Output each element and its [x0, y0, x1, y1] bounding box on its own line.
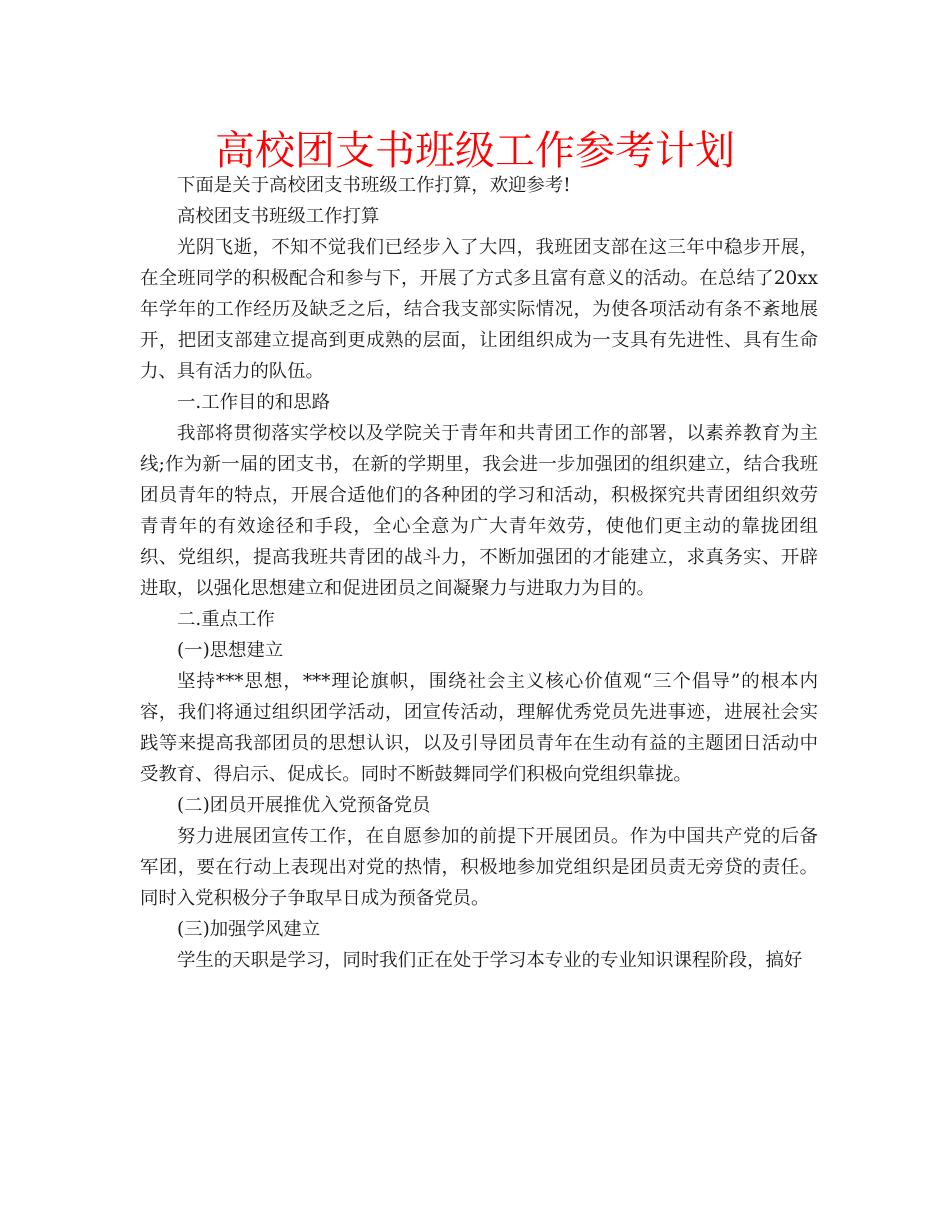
document-title: 高校团支书班级工作参考计划 [215, 128, 735, 174]
section-heading-key-work: 二.重点工作 [177, 609, 275, 630]
paragraph-intro: 下面是关于高校团支书班级工作打算，欢迎参考! [177, 175, 571, 196]
paragraph-goals: 我部将贯彻落实学校以及学院关于青年和共青团工作的部署，以素养教育为主线;作为新一届的团支书，在新的学期里，我会进一步加强团的组织建立，结合我班团员青年的特点，开展合适他们的各种团的学习和活动，积极探究共青团组织效劳青青年的有效途径和手段，全心全意为广大青年效劳，使他们更主动的靠拢团组织、党组织，提高我班共青团的战斗力，不断加强团的才能建立，求真务实、开辟进取，以强化思想建立和促进团员之间凝聚力与进取力为目的。 [140, 423, 818, 599]
subheading-study-style: (三)加强学风建立 [177, 919, 321, 940]
section-heading-goals: 一.工作目的和思路 [177, 392, 330, 413]
paragraph-overview: 光阴飞逝，不知不觉我们已经步入了大四，我班团支部在这三年中稳步开展，在全班同学的积极配合和参与下，开展了方式多且富有意义的活动。在总结了20xx年学年的工作经历及缺乏之后，结合我支部实际情况，为使各项活动有条不紊地展开，把团支部建立提高到更成熟的层面，让团组织成为一支具有先进性、具有生命力、具有活力的队伍。 [140, 237, 818, 382]
paragraph-party-recommendation: 努力进展团宣传工作，在自愿参加的前提下开展团员。作为中国共产党的后备军团，要在行动上表现出对党的热情，积极地参加党组织是团员责无旁贷的责任。同时入党积极分子争取早日成为预备党员。 [140, 826, 818, 909]
document-body [140, 170, 818, 976]
subheading-ideology: (一)思想建立 [177, 640, 284, 661]
subheading-party-recommendation: (二)团员开展推优入党预备党员 [177, 795, 431, 816]
paragraph-ideology: 坚持***思想，***理论旗帜，围绕社会主义核心价值观“三个倡导”的根本内容，我们将通过组织团学活动，团宣传活动，理解优秀党员先进事迹，进展社会实践等来提高我部团员的思想认识，以及引导团员青年在生动有益的主题团日活动中受教育、得启示、促成长。同时不断鼓舞同学们积极向党组织靠拢。 [140, 671, 818, 785]
paragraph-study-style: 学生的天职是学习，同时我们正在处于学习本专业的专业知识课程阶段，搞好 [177, 950, 803, 971]
paragraph-subtitle: 高校团支书班级工作打算 [177, 206, 380, 227]
